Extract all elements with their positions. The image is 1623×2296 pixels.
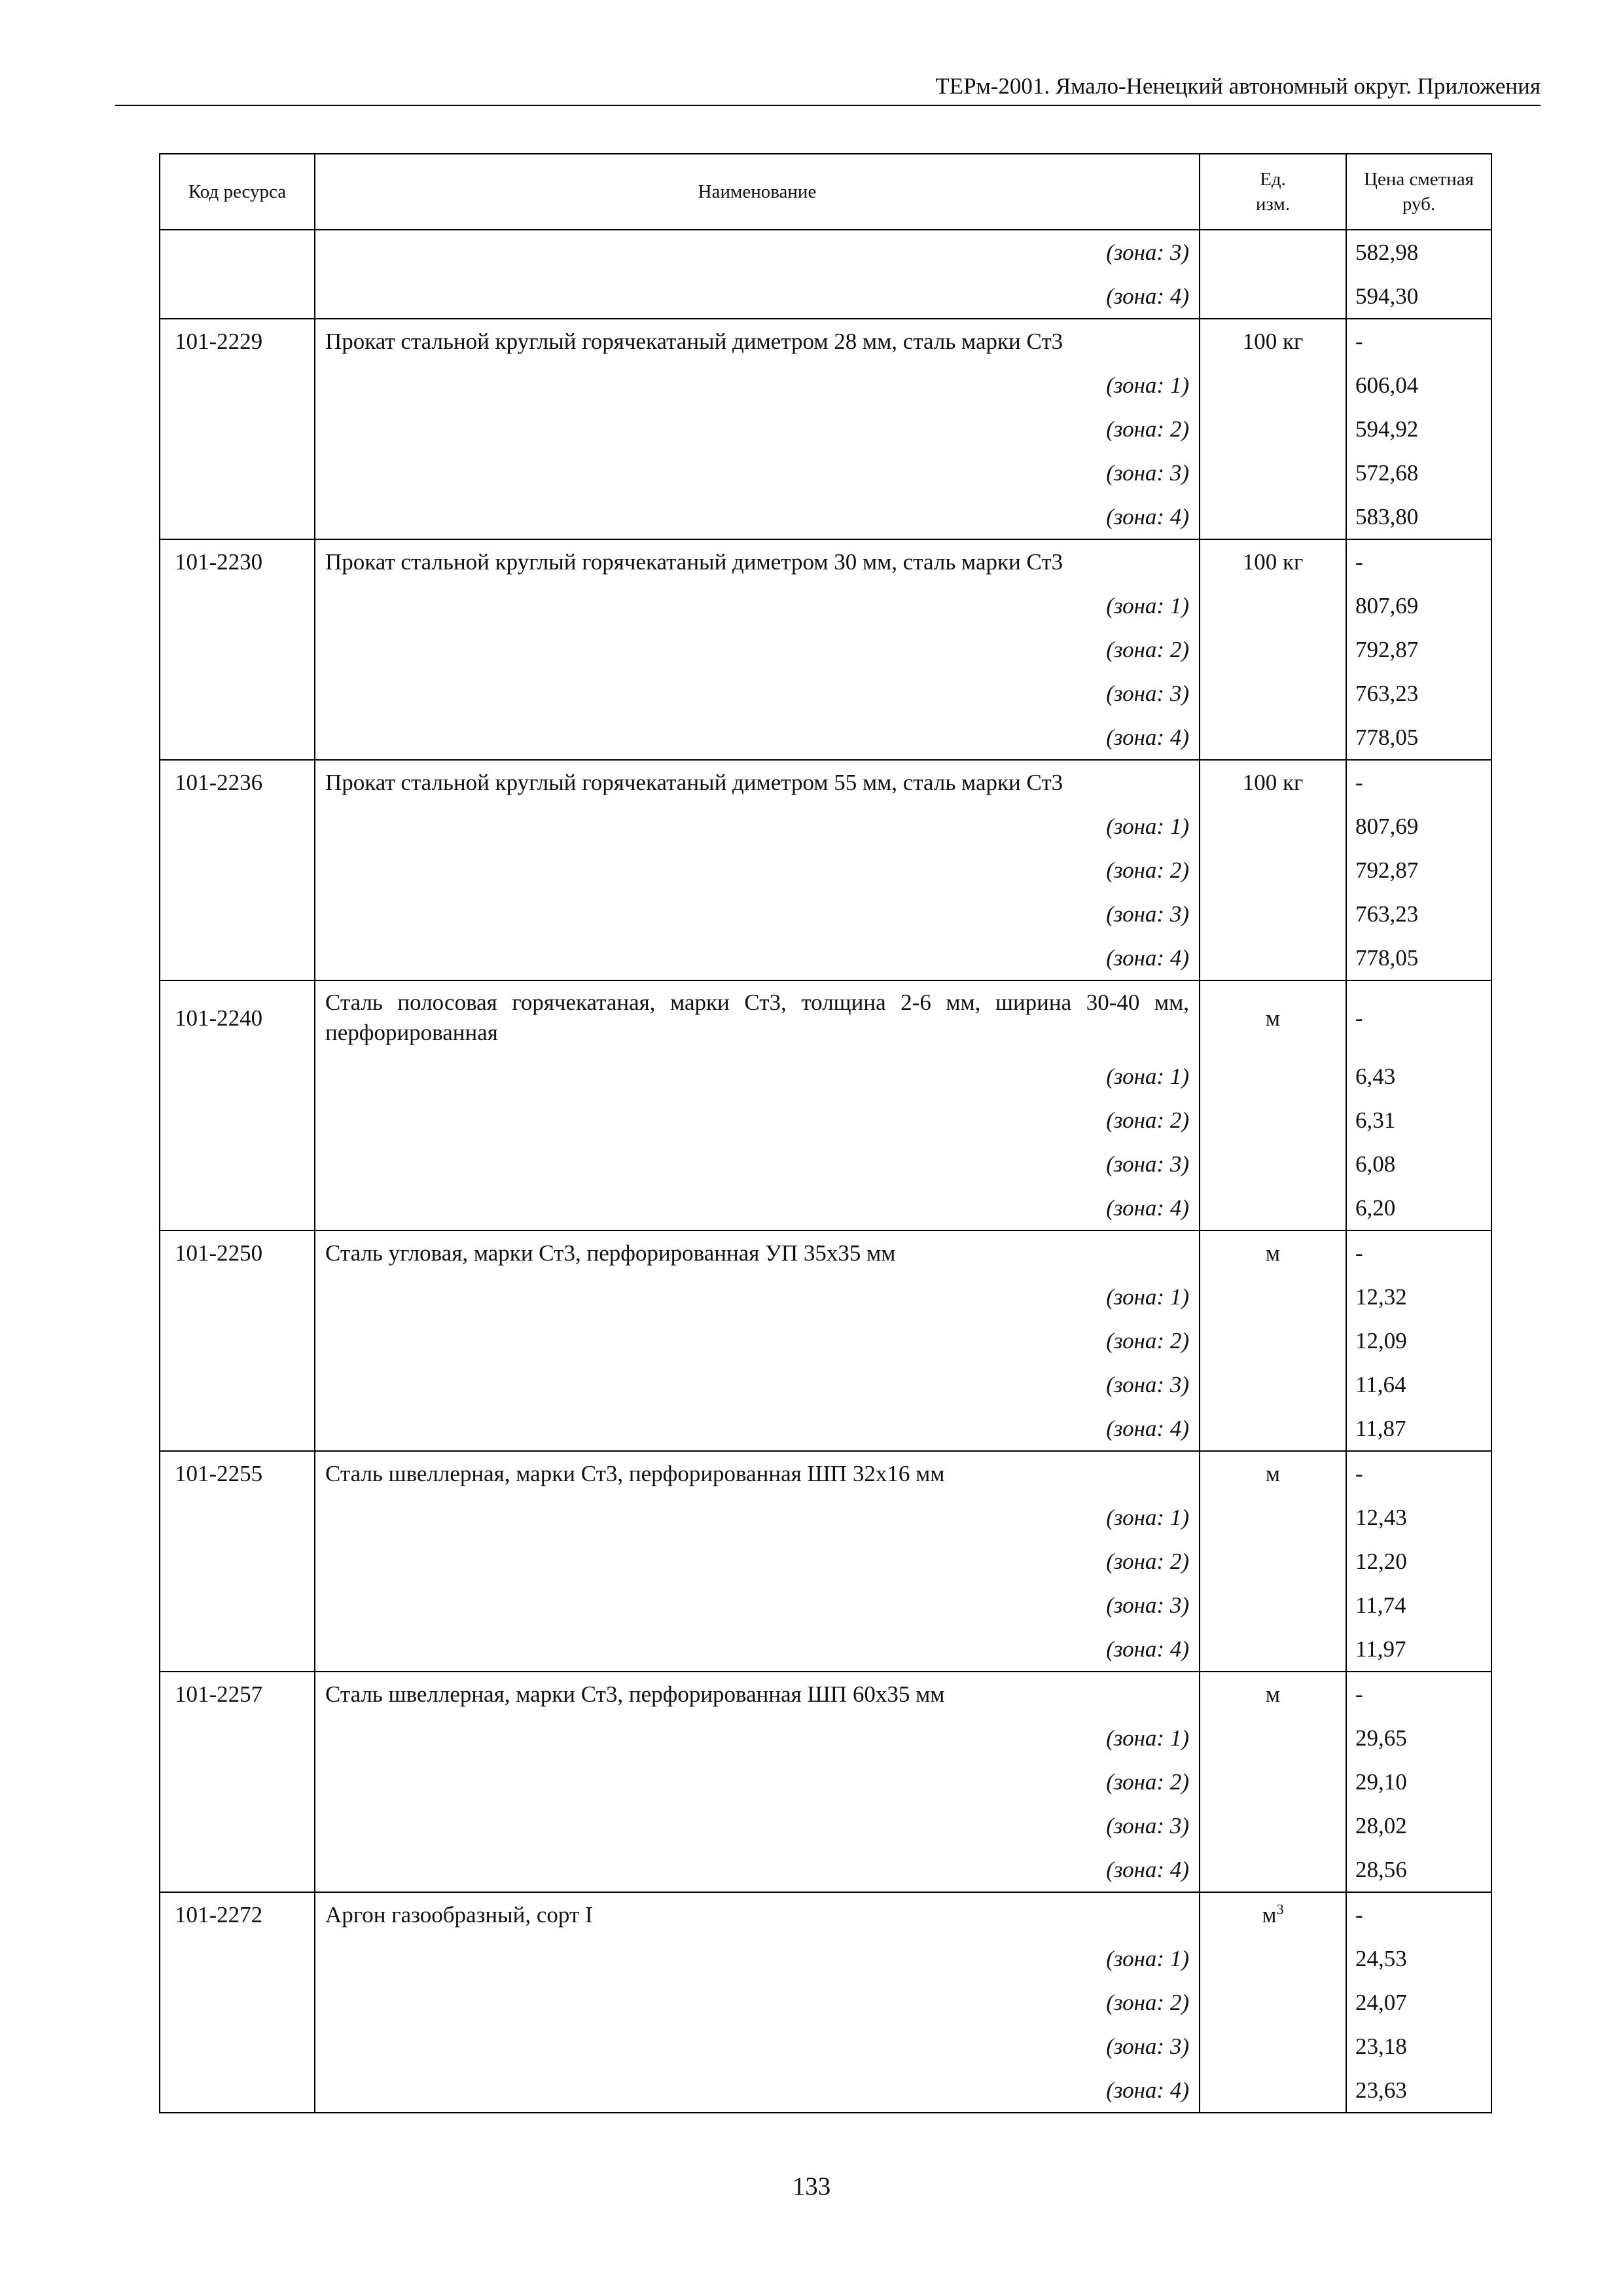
- zone-row: [160, 2024, 1491, 2068]
- resource-unit: [1200, 319, 1346, 363]
- zone-unit-cell: [1200, 1760, 1346, 1804]
- resource-row: [160, 1672, 1491, 1716]
- zone-price: 24,07: [1346, 1981, 1491, 2024]
- zone-unit-cell: [1200, 584, 1346, 628]
- zone-unit-cell: [1200, 1054, 1346, 1098]
- zone-row: [160, 363, 1491, 407]
- zone-price: 12,09: [1346, 1319, 1491, 1363]
- zone-price: 12,20: [1346, 1539, 1491, 1583]
- zone-row: [160, 274, 1491, 319]
- zone-price: 572,68: [1346, 451, 1491, 495]
- zone-unit-cell: [1200, 1275, 1346, 1319]
- resource-unit-text: м: [1265, 1681, 1281, 1707]
- zone-label: (зона: 1): [315, 1937, 1200, 1981]
- zone-row: [160, 892, 1491, 936]
- zone-price: 11,97: [1346, 1627, 1491, 1672]
- resource-name: Сталь швеллерная, марки Ст3, перфорированная ШП 60х35 мм: [315, 1672, 1200, 1716]
- resource-price: -: [1346, 1892, 1491, 1937]
- zone-unit-cell: [1200, 1363, 1346, 1407]
- zone-price: 23,63: [1346, 2068, 1491, 2113]
- zone-label: (зона: 4): [315, 1407, 1200, 1451]
- resource-unit: [1200, 539, 1346, 584]
- zone-unit-cell: [1200, 1142, 1346, 1186]
- zone-label: (зона: 3): [315, 230, 1200, 274]
- zone-row: [160, 715, 1491, 760]
- zone-label: (зона: 2): [315, 1760, 1200, 1804]
- resource-code: 101-2229: [160, 319, 315, 363]
- zone-unit-cell: [1200, 848, 1346, 892]
- zone-label: (зона: 2): [315, 628, 1200, 672]
- zone-code-cell: [160, 1583, 315, 1627]
- zone-price: 11,87: [1346, 1407, 1491, 1451]
- zone-row: [160, 230, 1491, 274]
- zone-row: [160, 495, 1491, 539]
- col-header-price: [1346, 154, 1491, 230]
- zone-price: 24,53: [1346, 1937, 1491, 1981]
- zone-unit-cell: [1200, 2024, 1346, 2068]
- zone-code-cell: [160, 274, 315, 319]
- resource-unit-text: 100 кг: [1242, 329, 1304, 354]
- zone-code-cell: [160, 1142, 315, 1186]
- zone-price: 28,02: [1346, 1804, 1491, 1848]
- zone-label: (зона: 2): [315, 1319, 1200, 1363]
- zone-code-cell: [160, 1981, 315, 2024]
- zone-code-cell: [160, 1760, 315, 1804]
- zone-row: [160, 1054, 1491, 1098]
- zone-row: [160, 628, 1491, 672]
- zone-price: 11,64: [1346, 1363, 1491, 1407]
- zone-code-cell: [160, 628, 315, 672]
- zone-unit-cell: [1200, 715, 1346, 760]
- resource-group: [160, 980, 1491, 1230]
- zone-code-cell: [160, 1937, 315, 1981]
- zone-label: (зона: 3): [315, 672, 1200, 715]
- zone-row: [160, 848, 1491, 892]
- col-header-price-line2: руб.: [1402, 194, 1436, 215]
- zone-label: (зона: 1): [315, 363, 1200, 407]
- col-header-code: Код ресурса: [160, 154, 315, 230]
- zone-label: (зона: 3): [315, 1804, 1200, 1848]
- resource-code: 101-2250: [160, 1230, 315, 1275]
- zone-row: [160, 1407, 1491, 1451]
- zone-price: 594,92: [1346, 407, 1491, 451]
- zone-code-cell: [160, 1319, 315, 1363]
- resource-unit-text: м: [1265, 1461, 1281, 1486]
- zone-row: [160, 1098, 1491, 1142]
- zone-row: [160, 1142, 1491, 1186]
- resource-price: -: [1346, 319, 1491, 363]
- zone-label: (зона: 4): [315, 936, 1200, 980]
- zone-row: [160, 804, 1491, 848]
- zone-unit-cell: [1200, 1583, 1346, 1627]
- zone-label: (зона: 1): [315, 1054, 1200, 1098]
- zone-unit-cell: [1200, 230, 1346, 274]
- zone-code-cell: [160, 1275, 315, 1319]
- zone-unit-cell: [1200, 1496, 1346, 1539]
- zone-price: 807,69: [1346, 804, 1491, 848]
- zone-price: 28,56: [1346, 1848, 1491, 1892]
- zone-label: (зона: 2): [315, 848, 1200, 892]
- zone-row: [160, 672, 1491, 715]
- zone-price: 582,98: [1346, 230, 1491, 274]
- zone-row: [160, 1363, 1491, 1407]
- zone-price: 6,43: [1346, 1054, 1491, 1098]
- zone-label: (зона: 4): [315, 715, 1200, 760]
- zone-row: [160, 936, 1491, 980]
- zone-code-cell: [160, 672, 315, 715]
- zone-label: (зона: 2): [315, 1539, 1200, 1583]
- zone-price: 763,23: [1346, 892, 1491, 936]
- resource-code: 101-2255: [160, 1451, 315, 1496]
- resource-row: [160, 539, 1491, 584]
- zone-label: (зона: 2): [315, 407, 1200, 451]
- zone-code-cell: [160, 2068, 315, 2113]
- zone-code-cell: [160, 230, 315, 274]
- resource-row: [160, 319, 1491, 363]
- zone-row: [160, 1583, 1491, 1627]
- zone-price: 6,08: [1346, 1142, 1491, 1186]
- resource-name: Прокат стальной круглый горячекатаный диметром 28 мм, сталь марки Ст3: [315, 319, 1200, 363]
- zone-unit-cell: [1200, 363, 1346, 407]
- zone-unit-cell: [1200, 1937, 1346, 1981]
- resource-group: [160, 319, 1491, 539]
- zone-price: 763,23: [1346, 672, 1491, 715]
- zone-unit-cell: [1200, 628, 1346, 672]
- zone-unit-cell: [1200, 1848, 1346, 1892]
- resource-name: Прокат стальной круглый горячекатаный диметром 30 мм, сталь марки Ст3: [315, 539, 1200, 584]
- zone-row: [160, 1804, 1491, 1848]
- zone-row: [160, 1186, 1491, 1230]
- zone-label: (зона: 3): [315, 1363, 1200, 1407]
- zone-label: (зона: 3): [315, 451, 1200, 495]
- zone-row: [160, 1716, 1491, 1760]
- resource-code: 101-2257: [160, 1672, 315, 1716]
- zone-label: (зона: 1): [315, 1496, 1200, 1539]
- zone-code-cell: [160, 1627, 315, 1672]
- resource-name: Сталь угловая, марки Ст3, перфорированная УП 35х35 мм: [315, 1230, 1200, 1275]
- zone-row: [160, 1275, 1491, 1319]
- zone-code-cell: [160, 848, 315, 892]
- resource-unit-superscript: 3: [1276, 1901, 1284, 1918]
- zone-row: [160, 584, 1491, 628]
- zone-price: 6,20: [1346, 1186, 1491, 1230]
- resource-price: -: [1346, 1230, 1491, 1275]
- resource-price: -: [1346, 980, 1491, 1054]
- resource-code: 101-2230: [160, 539, 315, 584]
- resource-row: [160, 1892, 1491, 1937]
- resource-unit-text: м: [1265, 1005, 1281, 1031]
- zone-unit-cell: [1200, 274, 1346, 319]
- resource-unit: [1200, 1230, 1346, 1275]
- resource-group: [160, 1892, 1491, 2113]
- zone-code-cell: [160, 715, 315, 760]
- zone-label: (зона: 3): [315, 1583, 1200, 1627]
- zone-row: [160, 1760, 1491, 1804]
- zone-price: 778,05: [1346, 936, 1491, 980]
- resource-price: -: [1346, 1672, 1491, 1716]
- zone-row: [160, 1319, 1491, 1363]
- zone-unit-cell: [1200, 1319, 1346, 1363]
- zone-price: 6,31: [1346, 1098, 1491, 1142]
- zone-unit-cell: [1200, 672, 1346, 715]
- col-header-price-line1: Цена сметная: [1364, 169, 1474, 190]
- zone-row: [160, 1539, 1491, 1583]
- zone-label: (зона: 3): [315, 892, 1200, 936]
- resource-unit: [1200, 1672, 1346, 1716]
- zone-unit-cell: [1200, 407, 1346, 451]
- zone-row: [160, 1937, 1491, 1981]
- resource-group: [160, 539, 1491, 760]
- resource-name: Сталь полосовая горячекатаная, марки Ст3, толщина 2-6 мм, ширина 30-40 мм, перфорированная: [315, 980, 1200, 1054]
- resource-price: -: [1346, 1451, 1491, 1496]
- zone-label: (зона: 2): [315, 1981, 1200, 2024]
- header-rule: [115, 105, 1541, 106]
- zone-code-cell: [160, 1054, 315, 1098]
- zone-label: (зона: 1): [315, 584, 1200, 628]
- zone-unit-cell: [1200, 2068, 1346, 2113]
- zone-code-cell: [160, 1098, 315, 1142]
- zone-label: (зона: 4): [315, 1186, 1200, 1230]
- zone-price: 29,10: [1346, 1760, 1491, 1804]
- zone-unit-cell: [1200, 892, 1346, 936]
- zone-price: 12,32: [1346, 1275, 1491, 1319]
- zone-price: 792,87: [1346, 628, 1491, 672]
- zone-unit-cell: [1200, 1407, 1346, 1451]
- resource-name: Сталь швеллерная, марки Ст3, перфорированная ШП 32х16 мм: [315, 1451, 1200, 1496]
- zone-row: [160, 407, 1491, 451]
- zone-code-cell: [160, 1496, 315, 1539]
- resource-unit: [1200, 1451, 1346, 1496]
- zone-unit-cell: [1200, 1981, 1346, 2024]
- resource-price: -: [1346, 539, 1491, 584]
- zone-unit-cell: [1200, 1186, 1346, 1230]
- zone-label: (зона: 4): [315, 2068, 1200, 2113]
- zone-label: (зона: 3): [315, 2024, 1200, 2068]
- resource-group: [160, 760, 1491, 980]
- resource-code: 101-2240: [160, 980, 315, 1054]
- zone-unit-cell: [1200, 804, 1346, 848]
- zone-unit-cell: [1200, 1539, 1346, 1583]
- resource-price: -: [1346, 760, 1491, 804]
- table-header-row: [160, 154, 1491, 230]
- zone-price: 594,30: [1346, 274, 1491, 319]
- zone-row: [160, 1627, 1491, 1672]
- resource-row: [160, 1230, 1491, 1275]
- resource-unit-text: м: [1265, 1240, 1281, 1266]
- zone-code-cell: [160, 363, 315, 407]
- zone-code-cell: [160, 451, 315, 495]
- resource-group: [160, 1230, 1491, 1451]
- zone-price: 606,04: [1346, 363, 1491, 407]
- zone-label: (зона: 4): [315, 1627, 1200, 1672]
- zone-code-cell: [160, 1363, 315, 1407]
- zone-code-cell: [160, 804, 315, 848]
- zone-price: 12,43: [1346, 1496, 1491, 1539]
- running-header: ТЕРм-2001. Ямало-Ненецкий автономный округ. Приложения: [935, 73, 1541, 99]
- zone-row: [160, 1981, 1491, 2024]
- col-header-unit-line1: Ед.: [1260, 169, 1286, 190]
- col-header-name: Наименование: [315, 154, 1200, 230]
- zone-code-cell: [160, 407, 315, 451]
- zone-code-cell: [160, 1407, 315, 1451]
- resource-unit: [1200, 760, 1346, 804]
- zone-price: 778,05: [1346, 715, 1491, 760]
- page-number: 133: [792, 2172, 831, 2200]
- zone-row: [160, 451, 1491, 495]
- zone-row: [160, 1496, 1491, 1539]
- zone-label: (зона: 4): [315, 1848, 1200, 1892]
- zone-price: 792,87: [1346, 848, 1491, 892]
- zone-code-cell: [160, 1804, 315, 1848]
- resource-row: [160, 1451, 1491, 1496]
- col-header-unit-line2: изм.: [1255, 194, 1291, 215]
- zone-label: (зона: 3): [315, 1142, 1200, 1186]
- resource-row: [160, 980, 1491, 1054]
- zone-label: (зона: 4): [315, 495, 1200, 539]
- zone-label: (зона: 1): [315, 804, 1200, 848]
- zone-unit-cell: [1200, 451, 1346, 495]
- zone-code-cell: [160, 892, 315, 936]
- zone-label: (зона: 1): [315, 1275, 1200, 1319]
- zone-unit-cell: [1200, 1716, 1346, 1760]
- zone-price: 807,69: [1346, 584, 1491, 628]
- zone-unit-cell: [1200, 1098, 1346, 1142]
- zone-unit-cell: [1200, 495, 1346, 539]
- resource-code: 101-2236: [160, 760, 315, 804]
- zone-code-cell: [160, 2024, 315, 2068]
- zone-label: (зона: 2): [315, 1098, 1200, 1142]
- zone-row: [160, 2068, 1491, 2113]
- zone-label: (зона: 1): [315, 1716, 1200, 1760]
- price-table: [159, 153, 1492, 2113]
- zone-price: 583,80: [1346, 495, 1491, 539]
- resource-unit-text: м: [1262, 1902, 1277, 1928]
- zone-code-cell: [160, 1716, 315, 1760]
- zone-code-cell: [160, 1848, 315, 1892]
- zone-code-cell: [160, 1186, 315, 1230]
- resource-row: [160, 760, 1491, 804]
- zone-price: 29,65: [1346, 1716, 1491, 1760]
- col-header-unit: [1200, 154, 1346, 230]
- zone-unit-cell: [1200, 1627, 1346, 1672]
- zone-unit-cell: [1200, 1804, 1346, 1848]
- zone-label: (зона: 4): [315, 274, 1200, 319]
- continuation-group: [160, 230, 1491, 319]
- resource-group: [160, 1672, 1491, 1892]
- resource-unit-text: 100 кг: [1242, 770, 1304, 795]
- zone-unit-cell: [1200, 936, 1346, 980]
- resource-name: Аргон газообразный, сорт I: [315, 1892, 1200, 1937]
- resource-unit: [1200, 1892, 1346, 1937]
- zone-code-cell: [160, 584, 315, 628]
- resource-unit: [1200, 980, 1346, 1054]
- zone-price: 23,18: [1346, 2024, 1491, 2068]
- resource-group: [160, 1451, 1491, 1672]
- zone-row: [160, 1848, 1491, 1892]
- zone-code-cell: [160, 495, 315, 539]
- zone-code-cell: [160, 936, 315, 980]
- resource-code: 101-2272: [160, 1892, 315, 1937]
- resource-name: Прокат стальной круглый горячекатаный диметром 55 мм, сталь марки Ст3: [315, 760, 1200, 804]
- zone-price: 11,74: [1346, 1583, 1491, 1627]
- resource-unit-text: 100 кг: [1242, 549, 1304, 575]
- zone-code-cell: [160, 1539, 315, 1583]
